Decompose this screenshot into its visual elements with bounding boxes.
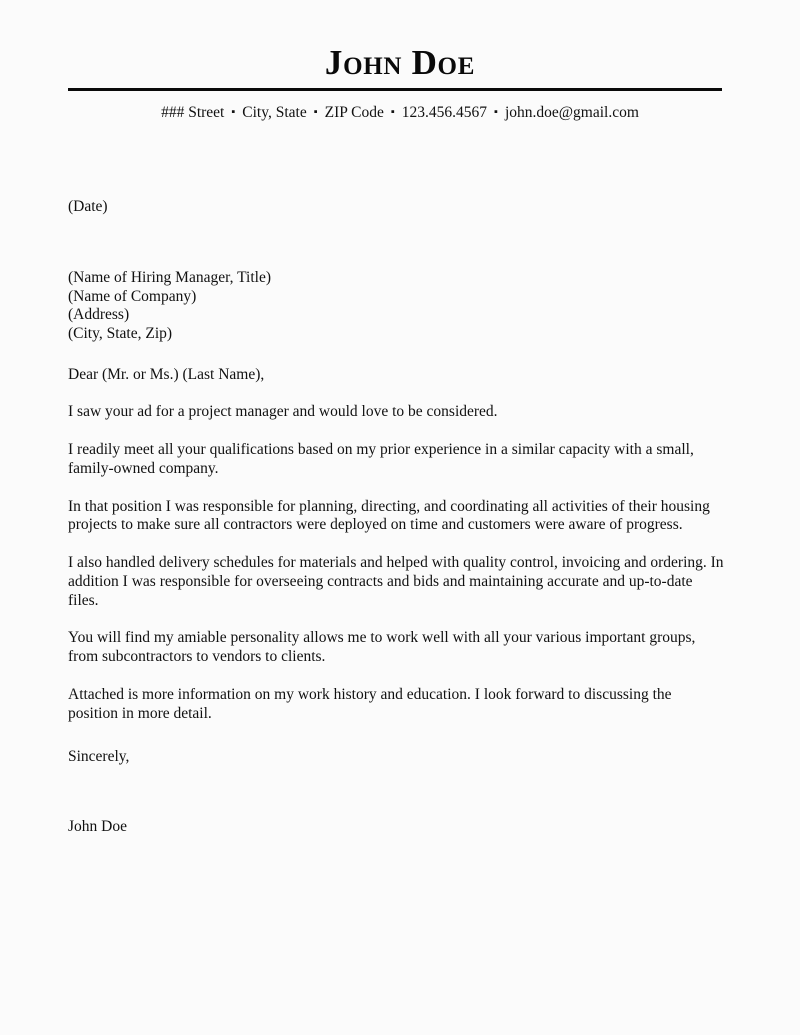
recipient-line: (Name of Company) bbox=[68, 287, 197, 305]
recipient-line: (Name of Hiring Manager, Title) bbox=[68, 269, 271, 287]
body-paragraph: Attached is more information on my work history and education. I look forward to discussing the position in more detail. bbox=[68, 685, 672, 722]
letter-body bbox=[68, 197, 725, 836]
recipient-line: (City, State, Zip) bbox=[68, 324, 173, 342]
date-placeholder: (Date) bbox=[68, 197, 108, 215]
body-paragraph: I saw your ad for a project manager and would love to be considered. bbox=[68, 403, 498, 421]
body-paragraph: I readily meet all your qualifications based on my prior experience in a similar capacity with a small, family-owned company. bbox=[68, 441, 694, 477]
body-paragraph: I also handled delivery schedules for materials and helped with quality control, invoicing and ordering. In addition I was responsible for overseeing contracts and bids and maintaining accurate and up-to-date files. bbox=[68, 554, 724, 609]
body-paragraph: You will find my amiable personality allows me to work well with all your various important groups, from subcontractors to vendors to clients. bbox=[68, 629, 696, 666]
letterhead bbox=[0, 0, 800, 123]
body-paragraph: In that position I was responsible for planning, directing, and coordinating all activities of their housing projects to make sure all contractors were deployed on time and customers were aware of progress. bbox=[68, 497, 710, 534]
contact-city-state: City, State bbox=[242, 103, 307, 121]
header-divider bbox=[68, 88, 722, 91]
separator-square-icon: ▪ bbox=[313, 105, 318, 118]
page-title: John Doe bbox=[324, 43, 476, 82]
contact-zip: ZIP Code bbox=[324, 103, 384, 121]
closing-salutation: Sincerely, bbox=[68, 748, 130, 766]
recipient-line: (Address) bbox=[68, 306, 130, 324]
contact-email: john.doe@gmail.com bbox=[504, 103, 639, 121]
contact-street: ### Street bbox=[161, 103, 225, 121]
signature-name: John Doe bbox=[68, 817, 127, 835]
contact-info-line bbox=[0, 103, 800, 123]
separator-square-icon: ▪ bbox=[390, 105, 395, 118]
separator-square-icon: ▪ bbox=[231, 105, 236, 118]
contact-phone: 123.456.4567 bbox=[401, 103, 488, 121]
separator-square-icon: ▪ bbox=[494, 105, 498, 118]
salutation: Dear (Mr. or Ms.) (Last Name), bbox=[68, 366, 265, 384]
recipient-address-block bbox=[68, 269, 725, 343]
